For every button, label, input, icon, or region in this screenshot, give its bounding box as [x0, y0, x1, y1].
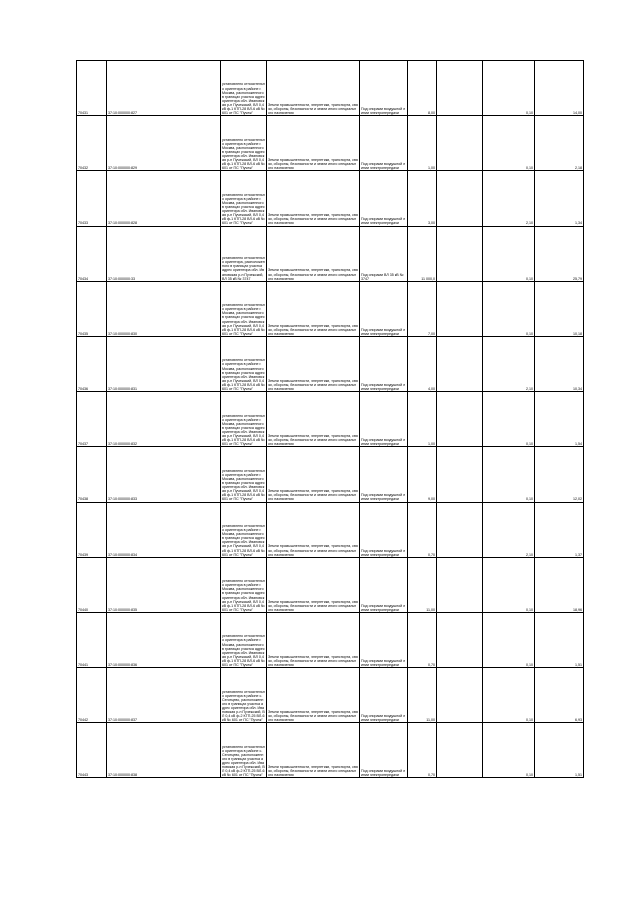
location-cell: установлено относительно ориентира в районе г. Москва, расположенного в границах участка адрес ориентира обл. Ивановская р-н Пучежский, ВЛ 0,4 кВ ф-1 КТП-28 ВЛ-6 кВ № 601 от ПС "Пучеж" [221, 281, 267, 336]
location-cell: установлено относительно ориентира в районе г. Москва, расположенного в границах участка адрес ориентира обл. Ивановская р-н Пучежский, ВЛ 0,4 кВ ф-1 КТП-28 ВЛ-6 кВ № 601 от ПС "Пучеж" [221, 392, 267, 447]
cadastral-number-cell: 37:10:000000:833 [107, 447, 221, 502]
sum-cell: 2,18 [535, 116, 584, 171]
area-cell: 9,00 [408, 447, 437, 502]
permitted-use-cell: Под опорами воздушной линии электропередачи [360, 171, 408, 226]
row-id-cell: 70438 [77, 447, 107, 502]
table-row [77, 502, 584, 557]
rate-cell: 0,10 [483, 612, 535, 667]
land-category-cell: Земли промышленности, энергетики, транспорта, связи, обороны, безопасности и земли иного специального назначения [267, 116, 360, 171]
area-cell: 11,00 [408, 668, 437, 723]
area-cell: 8,00 [408, 61, 437, 116]
cadastral-number-cell: 37:10:000000:837 [107, 668, 221, 723]
sum-cell: 1,37 [535, 502, 584, 557]
cadastral-number-cell: 37:10:000000:829 [107, 116, 221, 171]
permitted-use-cell: Под опорами воздушной линии электропередачи [360, 336, 408, 391]
table-row [77, 557, 584, 612]
area-cell: 7,00 [408, 281, 437, 336]
cadastral-number-cell: 37:10:000000:831 [107, 336, 221, 391]
blank-cell [437, 557, 483, 612]
cadastral-number-cell: 37:10:000000:827 [107, 61, 221, 116]
rate-cell: 0,10 [483, 723, 535, 778]
permitted-use-cell: Под опорами воздушной линии электропередачи [360, 612, 408, 667]
cadastral-number-cell: 37:10:000000:834 [107, 502, 221, 557]
land-category-cell: Земли промышленности, энергетики, транспорта, связи, обороны, безопасности и земли иного специального назначения [267, 723, 360, 778]
rate-cell: 0,10 [483, 116, 535, 171]
cadastral-number-cell: 37:10:000000:832 [107, 392, 221, 447]
land-category-cell: Земли промышленности, энергетики, транспорта, связи, обороны, безопасности и земли иного специального назначения [267, 281, 360, 336]
table-row [77, 281, 584, 336]
location-cell: установлено относительно ориентира в районе г. Москва, расположенного в границах участка адрес ориентира обл. Ивановская р-н Пучежский, ВЛ 0,4 кВ ф-1 КТП-28 ВЛ-6 кВ № 601 от ПС "Пучеж" [221, 116, 267, 171]
area-cell: 11,00 [408, 557, 437, 612]
area-cell: 1,00 [408, 392, 437, 447]
table-row [77, 392, 584, 447]
location-cell: установлено относительно ориентира в районе г. Москва, расположенного в границах участка адрес ориентира обл. Ивановская р-н Пучежский, ВЛ 0,4 кВ ф-1 КТП-28 ВЛ-6 кВ № 601 от ПС "Пучеж" [221, 502, 267, 557]
permitted-use-cell: Под опорами воздушной линии электропередачи [360, 668, 408, 723]
sum-cell: 10,18 [535, 281, 584, 336]
location-cell: установлено относительно ориентира в районе с. Сеготцево, расположенного в границах участка адрес ориентира обл. Ивановская р-н Пучежский, ВЛ 0,4 кВ ф-2 КТП-25 ВЛ-6 кВ № 601 от ПС "Пучеж" [221, 723, 267, 778]
sum-cell: 1,51 [535, 723, 584, 778]
table-row [77, 336, 584, 391]
blank-cell [437, 61, 483, 116]
permitted-use-cell: Под опорами воздушной линии электропередачи [360, 116, 408, 171]
location-cell: установлено относительно ориентира в районе г. Москва, расположенного в границах участка адрес ориентира обл. Ивановская р-н Пучежский, ВЛ 0,4 кВ ф-1 КТП-28 ВЛ-6 кВ № 601 от ПС "Пучеж" [221, 171, 267, 226]
table-row [77, 612, 584, 667]
sum-cell: 1,54 [535, 392, 584, 447]
blank-cell [437, 668, 483, 723]
table-body [77, 61, 584, 778]
table-row [77, 171, 584, 226]
sum-cell: 12,02 [535, 447, 584, 502]
permitted-use-cell: Под опорами воздушной линии электропередачи [360, 557, 408, 612]
table-row [77, 668, 584, 723]
blank-cell [437, 447, 483, 502]
sum-cell: 6,93 [535, 668, 584, 723]
land-category-cell: Земли промышленности, энергетики, транспорта, связи, обороны, безопасности и земли иного специального назначения [267, 612, 360, 667]
row-id-cell: 70442 [77, 668, 107, 723]
sum-cell: 18,96 [535, 557, 584, 612]
cadastral-number-cell: 37:10:000000:33 [107, 226, 221, 281]
location-cell: установлено относительно ориентира в районе г. Москва, расположенного в границах участка адрес ориентира обл. Ивановская р-н Пучежский, ВЛ 0,4 кВ ф-1 КТП-28 ВЛ-6 кВ № 601 от ПС "Пучеж" [221, 336, 267, 391]
location-cell: установлено относительно ориентира в районе г. Москва, расположенного в границах участка адрес ориентира обл. Ивановская р-н Пучежский, ВЛ 0,4 кВ ф-1 КТП-28 ВЛ-6 кВ № 601 от ПС "Пучеж" [221, 557, 267, 612]
blank-cell [437, 226, 483, 281]
permitted-use-cell: Под опорами воздушной линии электропередачи [360, 392, 408, 447]
rate-cell: 0,10 [483, 557, 535, 612]
rate-cell: 0,10 [483, 226, 535, 281]
row-id-cell: 70439 [77, 502, 107, 557]
table-row [77, 226, 584, 281]
area-cell: 0,70 [408, 612, 437, 667]
rate-cell: 2,10 [483, 171, 535, 226]
rate-cell: 0,10 [483, 61, 535, 116]
land-category-cell: Земли промышленности, энергетики, транспорта, связи, обороны, безопасности и земли иного специального назначения [267, 171, 360, 226]
row-id-cell: 70440 [77, 557, 107, 612]
blank-cell [437, 281, 483, 336]
row-id-cell: 70431 [77, 61, 107, 116]
land-category-cell: Земли промышленности, энергетики, транспорта, связи, обороны, безопасности и земли иного специального назначения [267, 226, 360, 281]
rate-cell: 2,10 [483, 336, 535, 391]
sum-cell: 14,00 [535, 61, 584, 116]
sum-cell: 25,79 [535, 226, 584, 281]
area-cell: 0,70 [408, 502, 437, 557]
row-id-cell: 70434 [77, 226, 107, 281]
permitted-use-cell: Под опорами воздушной линии электропередачи [360, 281, 408, 336]
area-cell: 11 000,0 [408, 226, 437, 281]
cadastral-number-cell: 37:10:000000:830 [107, 281, 221, 336]
location-cell: установлено относительно ориентира в районе г. Москва, расположенного в границах участка адрес ориентира обл. Ивановская р-н Пучежский, ВЛ 0,4 кВ ф-1 КТП-28 ВЛ-6 кВ № 601 от ПС "Пучеж" [221, 61, 267, 116]
permitted-use-cell: Под опорами воздушной линии электропередачи [360, 502, 408, 557]
row-id-cell: 70435 [77, 281, 107, 336]
land-category-cell: Земли промышленности, энергетики, транспорта, связи, обороны, безопасности и земли иного специального назначения [267, 557, 360, 612]
blank-cell [437, 116, 483, 171]
location-cell: установлено относительно ориентира, расположенного в границах участка адрес ориентира обл. Ивановская р-н Пучежский, ВЛ 35 кВ № 3747 [221, 226, 267, 281]
area-cell: 1,00 [408, 116, 437, 171]
land-category-cell: Земли промышленности, энергетики, транспорта, связи, обороны, безопасности и земли иного специального назначения [267, 392, 360, 447]
land-category-cell: Земли промышленности, энергетики, транспорта, связи, обороны, безопасности и земли иного специального назначения [267, 61, 360, 116]
land-category-cell: Земли промышленности, энергетики, транспорта, связи, обороны, безопасности и земли иного специального назначения [267, 668, 360, 723]
permitted-use-cell: Под опорами воздушной линии электропередачи [360, 447, 408, 502]
row-id-cell: 70437 [77, 392, 107, 447]
blank-cell [437, 612, 483, 667]
rate-cell: 0,10 [483, 281, 535, 336]
blank-cell [437, 171, 483, 226]
row-id-cell: 70441 [77, 612, 107, 667]
land-plots-table [76, 60, 584, 778]
rate-cell: 0,10 [483, 447, 535, 502]
area-cell: 0,70 [408, 723, 437, 778]
row-id-cell: 70433 [77, 171, 107, 226]
land-category-cell: Земли промышленности, энергетики, транспорта, связи, обороны, безопасности и земли иного специального назначения [267, 336, 360, 391]
rate-cell: 0,10 [483, 668, 535, 723]
sum-cell: 10,34 [535, 336, 584, 391]
cadastral-number-cell: 37:10:000000:835 [107, 557, 221, 612]
permitted-use-cell: Под опорами ВЛ 35 кВ № 3747 [360, 226, 408, 281]
row-id-cell: 70432 [77, 116, 107, 171]
area-cell: 4,00 [408, 336, 437, 391]
row-id-cell: 70436 [77, 336, 107, 391]
blank-cell [437, 502, 483, 557]
blank-cell [437, 392, 483, 447]
cadastral-number-cell: 37:10:000000:836 [107, 612, 221, 667]
table-row [77, 61, 584, 116]
land-category-cell: Земли промышленности, энергетики, транспорта, связи, обороны, безопасности и земли иного специального назначения [267, 502, 360, 557]
sum-cell: 1,51 [535, 612, 584, 667]
rate-cell: 2,10 [483, 502, 535, 557]
table-row [77, 723, 584, 778]
cadastral-number-cell: 37:10:000000:838 [107, 723, 221, 778]
location-cell: установлено относительно ориентира в районе г. Москва, расположенного в границах участка адрес ориентира обл. Ивановская р-н Пучежский, ВЛ 0,4 кВ ф-1 КТП-28 ВЛ-6 кВ № 601 от ПС "Пучеж" [221, 447, 267, 502]
cadastral-number-cell: 37:10:000000:828 [107, 171, 221, 226]
blank-cell [437, 336, 483, 391]
area-cell: 3,00 [408, 171, 437, 226]
sum-cell: 1,34 [535, 171, 584, 226]
table-row [77, 447, 584, 502]
location-cell: установлено относительно ориентира в районе г. Москва, расположенного в границах участка адрес ориентира обл. Ивановская р-н Пучежский, ВЛ 0,4 кВ ф-1 КТП-28 ВЛ-6 кВ № 601 от ПС "Пучеж" [221, 612, 267, 667]
rate-cell: 0,10 [483, 392, 535, 447]
blank-cell [437, 723, 483, 778]
table-row [77, 116, 584, 171]
land-category-cell: Земли промышленности, энергетики, транспорта, связи, обороны, безопасности и земли иного специального назначения [267, 447, 360, 502]
location-cell: установлено относительно ориентира в районе с. Сеготцево, расположенного в границах участка адрес ориентира обл. Ивановская р-н Пучежский, ВЛ 0,4 кВ ф-2 КТП-25 ВЛ-6 кВ № 601 от ПС "Пучеж" [221, 668, 267, 723]
permitted-use-cell: Под опорами воздушной линии электропередачи [360, 723, 408, 778]
row-id-cell: 70443 [77, 723, 107, 778]
permitted-use-cell: Под опорами воздушной линии электропередачи [360, 61, 408, 116]
